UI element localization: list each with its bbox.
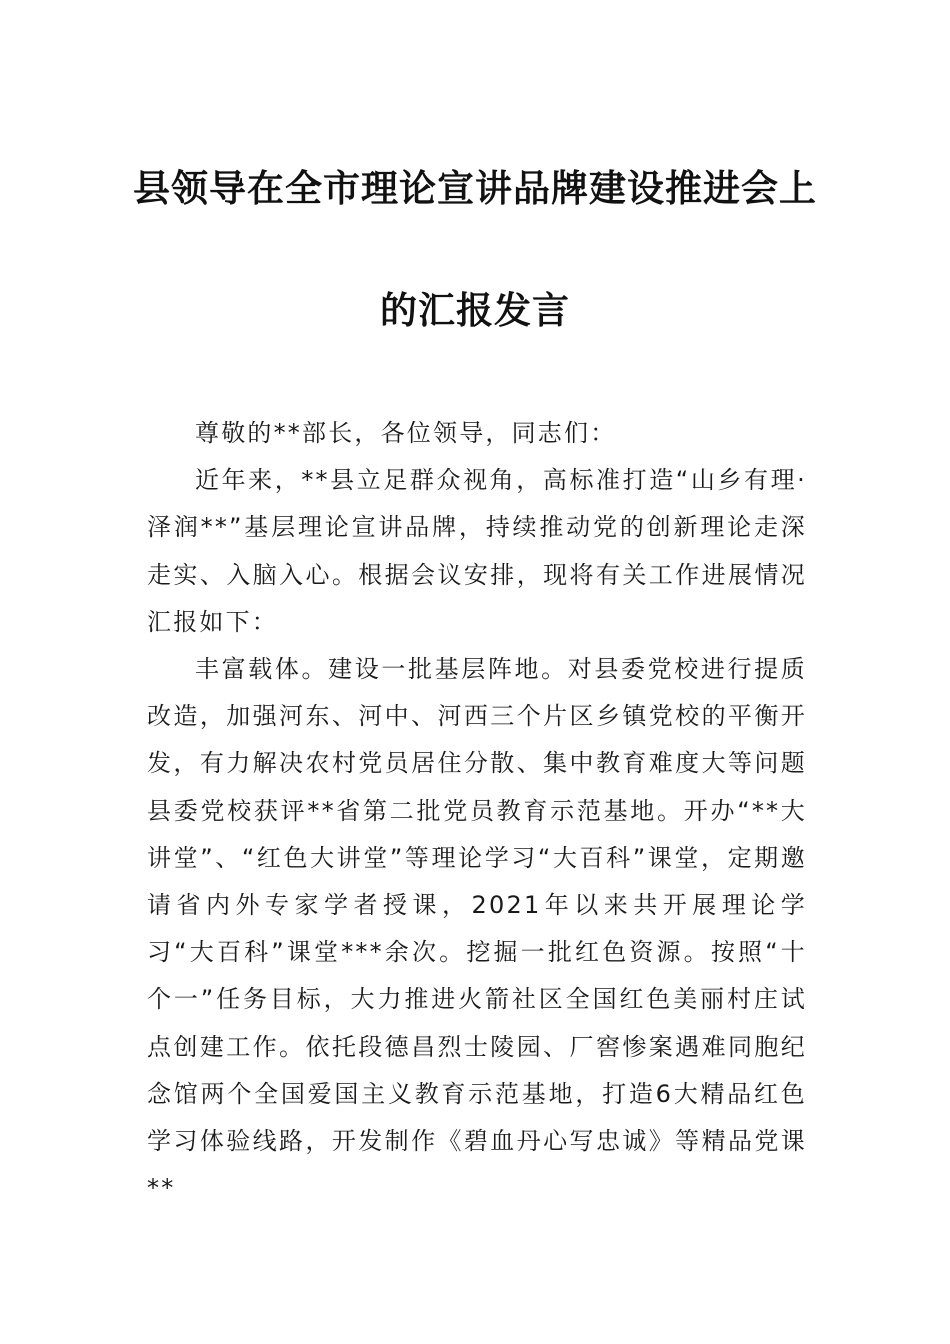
document-title-line-2: 的汇报发言 [380, 288, 570, 332]
document-title-line-1: 县领导在全市理论宣讲品牌建设推进会上 [133, 166, 817, 210]
intro-paragraph: 近年来，**县立足群众视角，高标准打造“山乡有理·泽润**”基层理论宣讲品牌，持续推动党的创新理论走深走实、入脑入心。根据会议安排，现将有关工作进展情况汇报如下： [147, 466, 807, 636]
content-paragraph: 丰富载体。建设一批基层阵地。对县委党校进行提质改造，加强河东、河中、河西三个片区乡镇党校的平衡开发，有力解决农村党员居住分散、集中教育难度大等问题县委党校获评**省第二批党员教育示范基地。开办“**大讲堂”、“红色大讲堂”等理论学习“大百科”课堂，定期邀请省内外专家学者授课，2021年以来共开展理论学习“大百科”课堂***余次。挖掘一批红色资源。按照“十个一”任务目标，大力推进火箭社区全国红色美丽村庄试点创建工作。依托段德昌烈士陵园、厂窖惨案遇难同胞纪念馆两个全国爱国主义教育示范基地，打造6大精品红色学习体验线路，开发制作《碧血丹心写忠诚》等精品党课** [147, 655, 807, 1203]
document-body [147, 410, 807, 1212]
salutation-paragraph: 尊敬的**部长，各位领导，同志们： [195, 419, 617, 447]
